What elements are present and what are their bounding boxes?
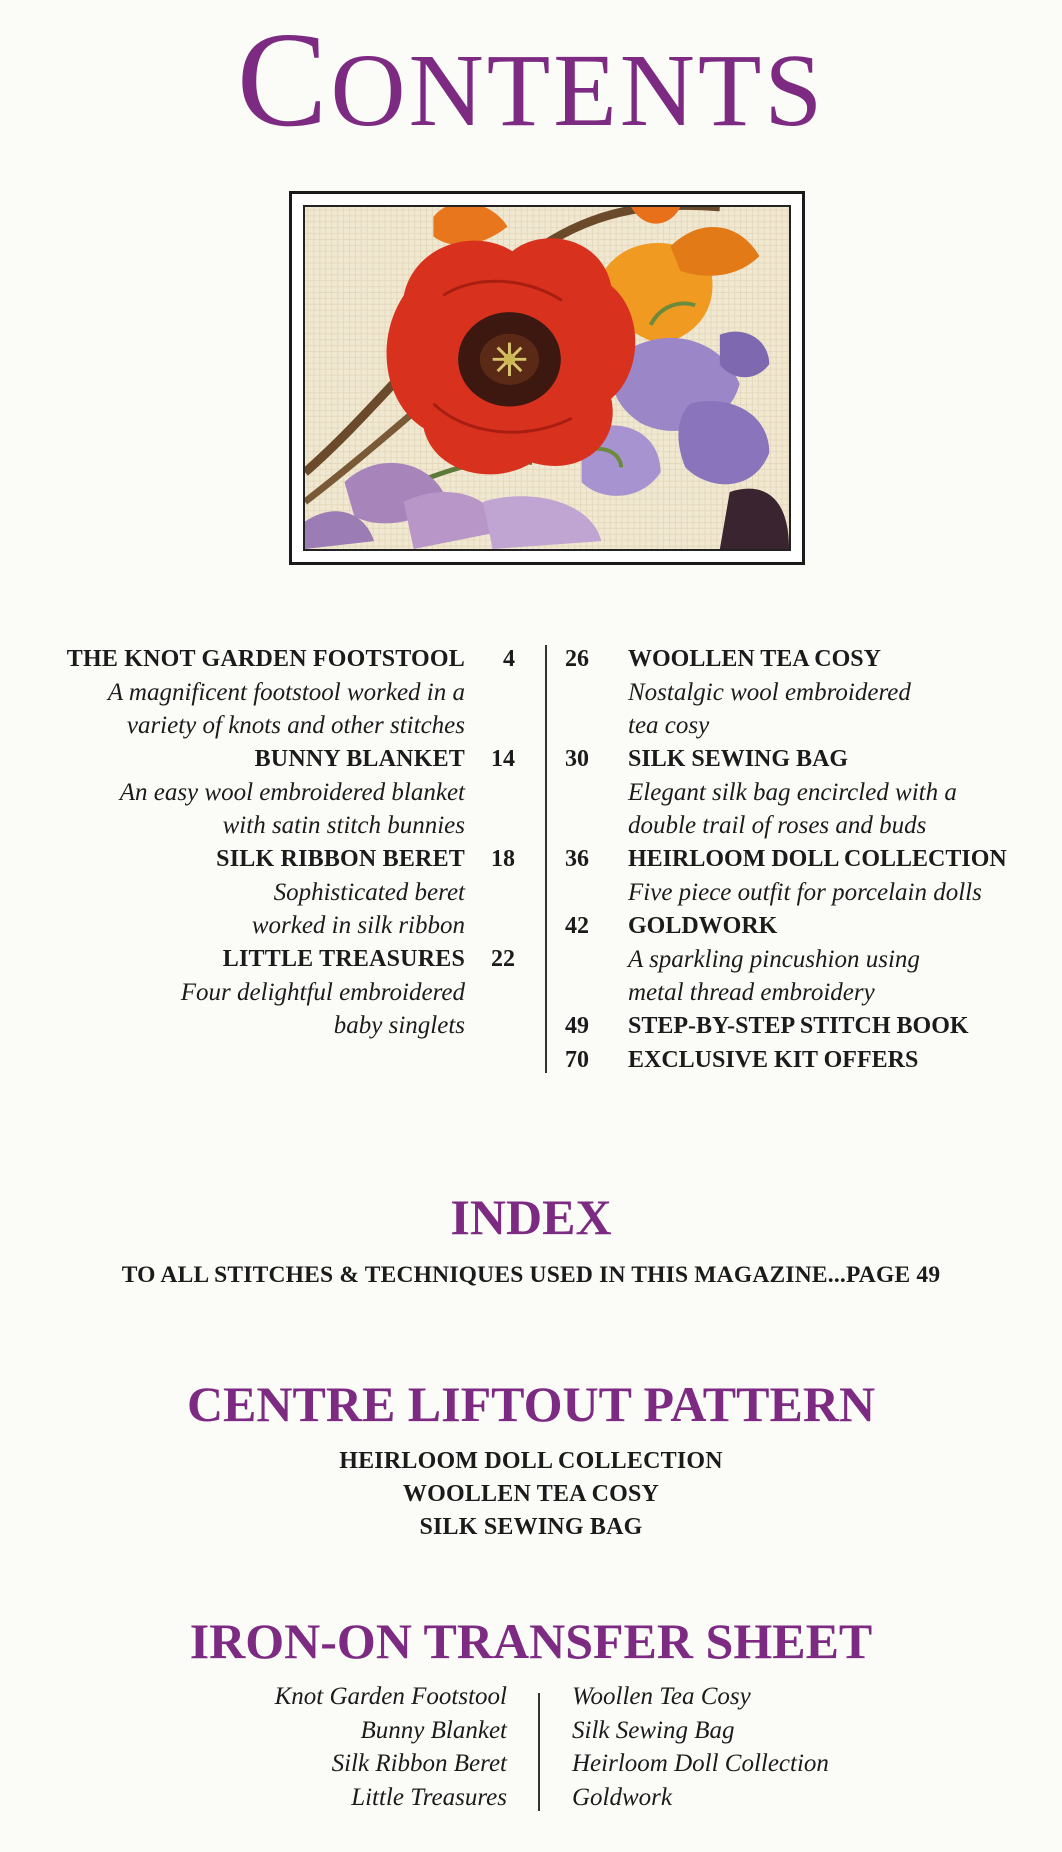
toc-entry-title: THE KNOT GARDEN FOOTSTOOL [66, 646, 465, 672]
toc-entry-desc: worked in silk ribbon [251, 912, 465, 939]
toc-entry-desc: Five piece outfit for porcelain dolls [628, 879, 982, 906]
liftout-item: WOOLLEN TEA COSY [402, 1481, 660, 1507]
toc-entry-desc: Four delightful embroidered [180, 979, 465, 1006]
toc-right-column [565, 642, 1055, 1077]
transfer-item: Little Treasures [351, 1783, 507, 1811]
toc-entry-desc: baby singlets [333, 1012, 465, 1039]
toc-entry-page: 26 [565, 646, 589, 672]
toc-entry-knot-garden[interactable] [20, 642, 515, 742]
transfer-item: Silk Sewing Bag [572, 1716, 735, 1744]
toc-entry-page: 18 [491, 846, 515, 872]
transfer-item: Woollen Tea Cosy [572, 1683, 751, 1710]
toc-entry-page: 36 [565, 846, 589, 872]
toc-entry-desc: A magnificent footstool worked in a [107, 679, 465, 706]
toc-entry-desc: Elegant silk bag encircled with a [628, 779, 957, 806]
toc-entry-title: SILK SEWING BAG [628, 746, 849, 772]
transfer-divider [538, 1693, 540, 1811]
toc-entry-kit-offers[interactable] [565, 1043, 1055, 1077]
toc-entry-title: LITTLE TREASURES [222, 946, 465, 972]
toc-entry-page: 70 [565, 1047, 589, 1073]
liftout-title: CENTRE LIFTOUT PATTERN [186, 1376, 876, 1432]
transfer-item: Knot Garden Footstool [274, 1683, 507, 1710]
toc-entry-title: HEIRLOOM DOLL COLLECTION [628, 846, 1007, 872]
toc-entry-desc: Sophisticated beret [273, 879, 465, 906]
index-title: INDEX [450, 1189, 612, 1245]
toc-entry-desc: A sparkling pincushion using [628, 946, 920, 973]
toc-entry-title: GOLDWORK [628, 913, 778, 939]
toc-entry-desc: metal thread embroidery [628, 979, 875, 1006]
embroidered-poppy-image [303, 205, 791, 551]
toc-entry-heirloom-doll[interactable] [565, 842, 1055, 909]
toc-divider [545, 645, 547, 1073]
title-rest: ONTENTS [330, 33, 826, 148]
toc-left-column [20, 642, 515, 1042]
transfer-item: Goldwork [572, 1783, 672, 1811]
toc-entry-silk-ribbon-beret[interactable] [20, 842, 515, 942]
toc-entry-title: WOOLLEN TEA COSY [628, 646, 881, 672]
toc-entry-page: 14 [491, 746, 515, 772]
toc-entry-desc: tea cosy [628, 712, 710, 739]
toc-entry-page: 49 [565, 1013, 589, 1039]
title-initial: C [236, 5, 331, 155]
toc-entry-stitch-book[interactable] [565, 1009, 1055, 1043]
toc-entry-silk-sewing-bag[interactable] [565, 742, 1055, 842]
transfer-list-right [572, 1680, 829, 1814]
toc-entry-page: 30 [565, 746, 589, 772]
index-subtitle[interactable]: TO ALL STITCHES & TECHNIQUES USED IN THIS MAGAZINE...PAGE 49 [121, 1262, 941, 1288]
toc-entry-title: EXCLUSIVE KIT OFFERS [628, 1047, 919, 1073]
toc-entry-desc: with satin stitch bunnies [222, 812, 465, 839]
toc-entry-little-treasures[interactable] [20, 942, 515, 1042]
toc-entry-goldwork[interactable] [565, 909, 1055, 1009]
photo-frame [289, 191, 805, 565]
poppy-illustration [305, 207, 789, 549]
toc-entry-desc: variety of knots and other stitches [126, 712, 465, 739]
toc-entry-title: BUNNY BLANKET [254, 746, 465, 772]
transfer-item: Heirloom Doll Collection [572, 1750, 829, 1777]
toc-entry-title: SILK RIBBON BERET [216, 846, 465, 872]
toc-entry-desc: An easy wool embroidered blanket [119, 779, 465, 806]
transfer-item: Bunny Blanket [360, 1716, 507, 1744]
toc-entry-bunny-blanket[interactable] [20, 742, 515, 842]
toc-entry-desc: Nostalgic wool embroidered [628, 679, 911, 706]
liftout-item: HEIRLOOM DOLL COLLECTION [339, 1448, 723, 1474]
page-title [0, 5, 1062, 155]
toc-entry-title: STEP-BY-STEP STITCH BOOK [628, 1013, 969, 1039]
liftout-item: SILK SEWING BAG [419, 1514, 643, 1540]
toc-entry-woollen-tea-cosy[interactable] [565, 642, 1055, 742]
toc-entry-desc: double trail of roses and buds [628, 812, 927, 839]
toc-entry-page: 22 [491, 946, 515, 972]
transfer-title: IRON-ON TRANSFER SHEET [189, 1613, 873, 1669]
toc-entry-page: 42 [565, 913, 589, 939]
toc-entry-page: 4 [503, 646, 515, 672]
transfer-list-left [275, 1680, 507, 1814]
transfer-item: Silk Ribbon Beret [331, 1750, 507, 1777]
